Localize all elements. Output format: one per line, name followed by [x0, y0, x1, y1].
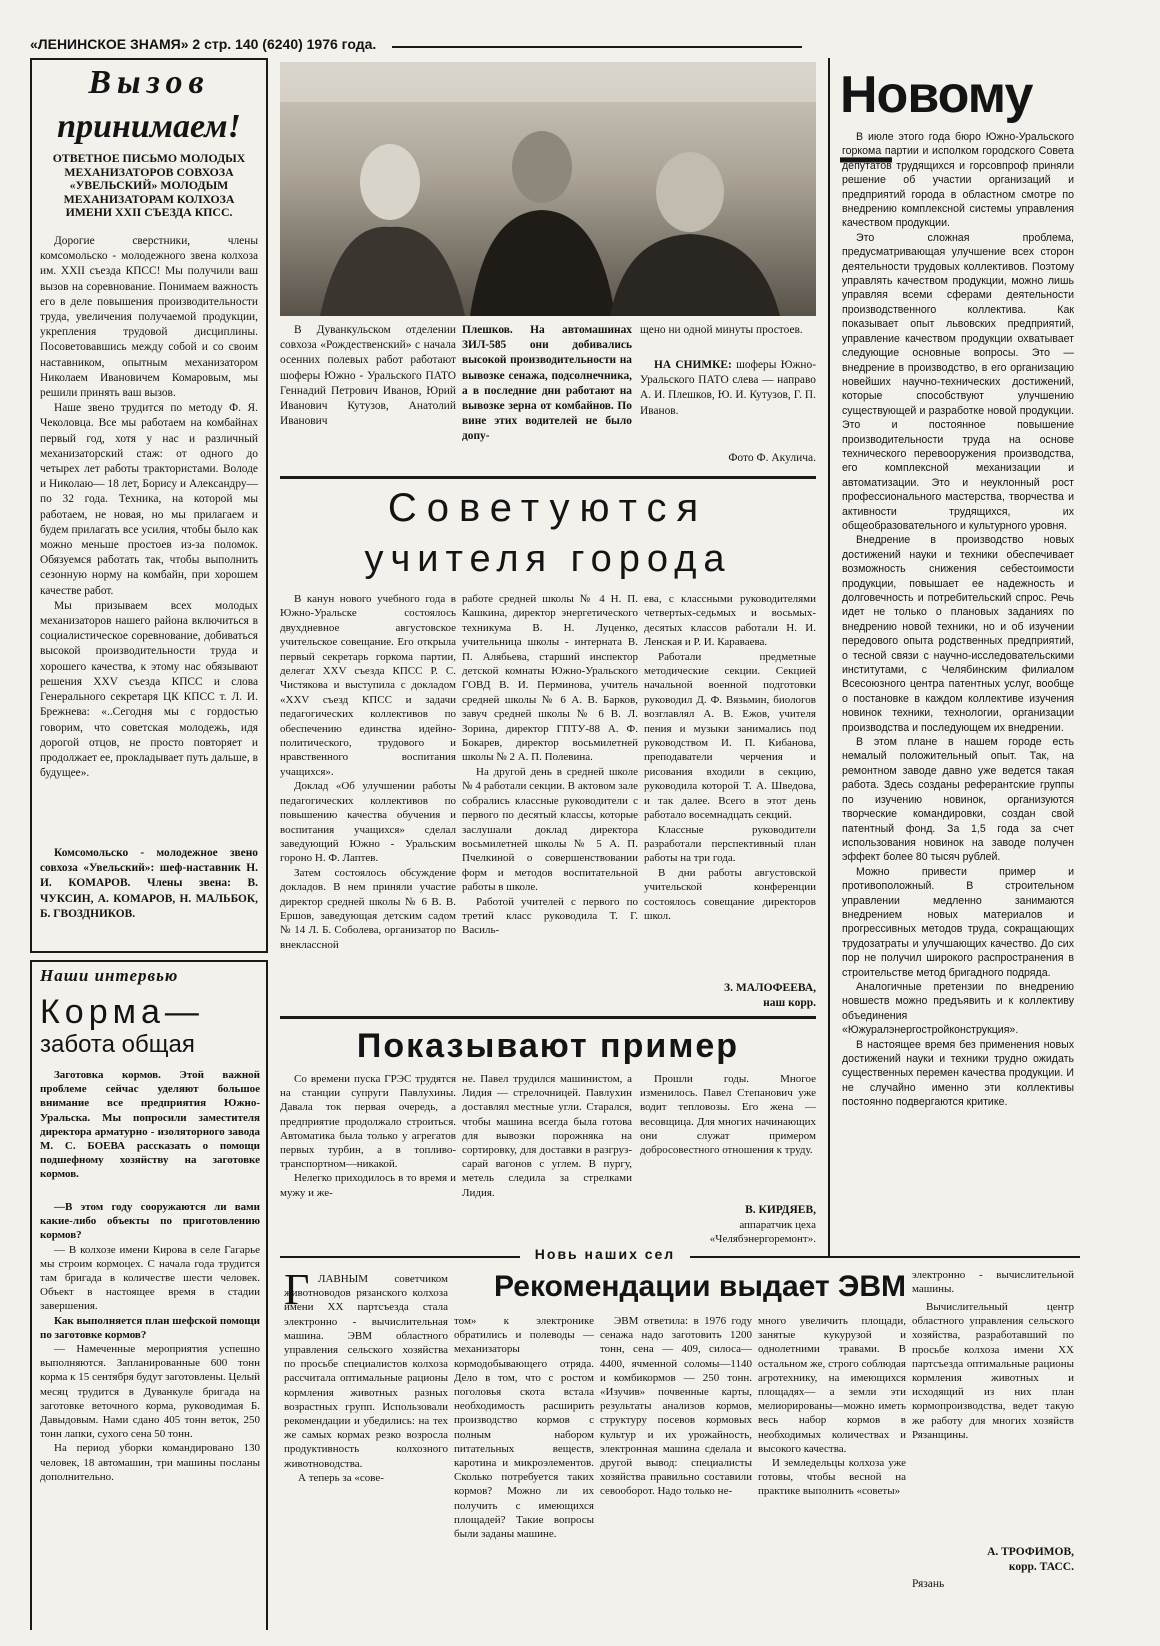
primer-signature-role: аппаратчик цеха «Челябэнергоремонт». — [709, 1219, 816, 1245]
evm-dropcap: Г — [284, 1265, 310, 1314]
novomu-paragraph: Это сложная проблема, предусматривающая улучшение всех сторон деятельности трудовых коллективов. Поэтому управлять качеством продукции, можно лишь управляя всеми сферами деятельности производственного коллектива. Как показывает опыт львовских предприятий, управление качеством продукции охватывает следующие основные вопросы. Это — внедрение в производство, в его организацию новейших научно-технических достижений, которые способствуют улучшению существующей и разработке новой продукции. Это и постоянное повышение производительности труда на основе технического перевооружения производства, его комплексной механизации и автоматизации. Это и неуклонный рост профессионального мастерства, творчества и активности трудящихся, их общеобразовательного и культурного уровня. — [842, 231, 1074, 532]
left-paragraph: Дорогие сверстники, члены комсомольско - молодежного звена колхоза им. XXII съезда КПСС! Мы получили ваш вызов на соревнование. Понимаем важность его в деле повышения производительности труда, увеличения получаемой продукции, укрепления трудовой дисциплины. Посоветовавшись между собой и со своим наставником, опытным механизатором Николаем Ивановичем Комаровым, мы решили принять ваш вызов. — [40, 235, 258, 400]
evm-signature: А. ТРОФИМОВ, — [987, 1546, 1074, 1558]
interview-title-2: забота общая — [40, 1031, 195, 1058]
interview-title-1: Корма— — [40, 993, 204, 1031]
novomu-paragraph: Внедрение в производство новых достижений науки и техники обеспечивает возможность снижения себестоимости продукции, повышает ее надежность и долговечность и потребительский спрос. Речь идет не только о плановых заданиях по внедрению новой техники, но и об изучении передового опыта родственных предприятий, о тесной связи с научно-исследовательскими институтами, с Челябинским филиалом Всесоюзного центра патентных услуг, вообще о постановке в каждом коллективе изучения новинок техники, технологии, организации производства и последующем их внедрении. — [842, 534, 1074, 734]
interview-lead: Заготовка кормов. Этой важной проблеме сейчас уделяют большое внимание все предприятия Южно-Уральска. Мы попросили заместителя директора арматурно - изоляторного завода М. С. БОЕВА рассказать о помощи подшефному хозяйству на заготовке кормов. — [40, 1069, 260, 1181]
interview-body: —В этом году сооружаются ли вами какие-либо объекты по приготовлению кормов? — В колхозе имени Кирова в селе Гагарье мы строим кормоцех. С начала года трудится там бригада в количестве шести человек. Объект в настоящее время в стадии завершения. Как выполняется план шефской помощи по заготовке кормов? — Намеченные мероприятия успешно выполняются. Запланированные 600 тонн корма к 15 сентября будут заготовлены. Целый месяц трудится в Дуванкуле бригада на заготовке веточного корма, руководимая Б. Давыдовым. Нами сдано 405 тонн веток, 250 тонн лапки, сухого сена 50 тонн. На период уборки командировано 130 человек, 18 автомашин, три машины посланы дополнительно. — [40, 1201, 260, 1483]
primer-col-3: Прошли годы. Многое изменилось. Павел Степанович уже водит тепловозы. Его жена — весовщица. Для многих начинающих они служат примером добросовестного отношения к труду. — [640, 1073, 816, 1157]
photo-shoferi — [280, 62, 816, 316]
masthead-rule — [392, 46, 802, 48]
sovet-title-2: учителя города — [364, 538, 732, 580]
primer-title: Показывают пример — [356, 1027, 740, 1065]
sovet-bottom-rule — [280, 1016, 816, 1019]
photo-na-snimke — [640, 358, 816, 448]
evm-col-2: том» к электронике обратились и полеводы — механизаторы кормодобывающего отряда. Дело в том, что с ростом поголовья скота встала необходимость расширить производство кормов с полным набором питательных веществ, каротина и микроэлементов. Сколько потребуется таких кормов? Можно ли их получить с имеющихся площадей? Такие вопросы были заданы машине. — [454, 1315, 594, 1541]
evm-col-5: Вычислительный центр областного управления сельского хозяйства, разработавший по просьбе колхоза имени XX партсъезда оптимальные рационы кормления животных и исходящий из них план кормопроизводства, ведет такую же работу для многих хозяйств Рязанщины. — [912, 1301, 1074, 1441]
sovet-col-3: ева, с классными руководителями четвертых-седьмых и восьмых-десятых классов работали Н. И. Ленская и Р. И. Караваева. Работали предметные методические секции. Секцией начальной военной подготовки руководил Д. Ф. Вязьмин, биологов возглавлял А. В. Ежов, учителя пения и музыки занимались под руководством И. П. Кибанова, преподаватели черчения и рисования входили в секцию, руководила которой Т. А. Шведова, и так далее. Всего в этот день работало восемнадцать секций. Классные руководители разработали перспективный план работы на три года. В дни работы августовской учительской конференции состоялось совещание директоров школ. — [644, 593, 816, 922]
interview-rubric: Наши интервью — [40, 966, 179, 985]
novomu-divider — [828, 58, 830, 1258]
photo-caption-col-1: В Дуванкульском отделении совхоза «Рождественский» с начала осенних полевых работ работают шоферы Южно - Уральского ПАТО Геннадий Петрович Иванов, Юрий Иванович Кутузов, Анатолий Иванович — [280, 324, 456, 428]
primer-signature: В. КИРДЯЕВ, — [745, 1204, 816, 1216]
interview-right-rule — [266, 960, 268, 1630]
masthead: «ЛЕНИНСКОЕ ЗНАМЯ» 2 стр. 140 (6240) 1976 года. — [30, 36, 377, 52]
photo-bottom-rule — [280, 476, 816, 479]
sovet-col-1: В канун нового учебного года в Южно-Уральске состоялось двухдневное августовское учительское совещание. Его открыла первый секретарь горкома партии, делегат XXV съезда КПСС Р. С. Чистякова и выступила с докладом «XXV съезд КПСС и задачи педагогических коллективов по обеспечению единства идейно-политического, трудового и нравственного воспитания учащихся». Доклад «Об улучшении работы педагогических коллективов по повышению качества обучения и воспитания учащихся» сделал заведующий Южно - Уральским гороно Н. Ф. Лаптев. Затем состоялось обсуждение докладов. В нем приняли участие директор средней школы № 6 В. В. Ершов, заведующая детским садом № 14 Л. Б. Соболева, организатор по внеклассной — [280, 593, 456, 951]
interview-left-rule — [30, 960, 32, 1630]
left-body — [40, 234, 258, 844]
evm-title: Рекомендации выдает ЭВМ — [494, 1270, 906, 1303]
evm-rubric: Новь наших сел — [534, 1246, 676, 1262]
novomu-paragraph: В этом плане в нашем городе есть немалый положительный опыт. Так, на ремонтном заводе давно уже ведется такая работа. Здесь созданы реферантские группы по изучению новинок, организуются творческие командировки, создан свой патентный фонд. За 1,5 года за счет использования новинок на заводе получен эффект более 80 тысяч рублей. — [842, 736, 1074, 864]
novomu-paragraph: В настоящее время без применения новых достижений науки и техники трудно ожидать существенных перемен качества продукции. И не случайно именно эти коллективы постоянно подвергаются критике. — [842, 1038, 1074, 1109]
evm-rubric-rule-left — [280, 1256, 520, 1258]
evm-rubric-rule-right — [690, 1256, 1080, 1258]
left-paragraph: Мы призываем всех молодых механизаторов нашего района включиться в социалистическое соревнование, добиваться высокой производительности труда и хорошего качества, к этому нас обязывают решения XXV съезда КПСС и слова Генерального секретаря ЦК КПСС т. Л. И. Брежнева: «..Сегодня мы с гордостью говорим, что советская молодежь, идя дорогой отцов, не просто повторяет и продолжает ее, прокладывает путь дальше, в будущее». — [40, 599, 258, 780]
evm-signature-role: корр. ТАСС. — [1008, 1561, 1074, 1573]
sovet-title-1: Советуются — [387, 486, 709, 530]
novomu-paragraph: Можно привести пример и противоположный. В строительном управлении медленно занимаются внедрением новых материалов и прогрессивных методов труда, сокращающих трудозатраты и улучшающих качество. До сих пор не получил широкого распространения в строительстве метод бригадного подряда. — [842, 865, 1074, 979]
evm-col-4: много увеличить площади, занятые кукурузой и однолетними травами. В остальном же, строго соблюдая агротехнику, на имеющихся площадях— а земли эти мелиорированы—можно иметь весь набор кормов в необходимых количествах и высокого качества. И земледельцы колхоза уже готовы, чтобы весной на практике выполнить «советы» — [758, 1315, 906, 1498]
photo-credit: Фото Ф. Акулича. — [728, 452, 816, 464]
primer-col-1: Со времени пуска ГРЭС трудятся на станции супруги Павлухины. Давала ток первая очередь, а предприятие продолжало строиться. Автоматика была только у агрегатов первых турбин, а в топливо-транспортном—никакой. Нелегко приходилось в то время и мужу и же- — [280, 1073, 456, 1199]
photo-drivers-image — [280, 62, 816, 316]
sovet-signature: З. МАЛОФЕЕВА, — [724, 982, 816, 994]
sovet-signature-role: наш корр. — [763, 997, 816, 1009]
left-subhead: ОТВЕТНОЕ ПИСЬМО МОЛОДЫХ МЕХАНИЗАТОРОВ СОВХОЗА «УВЕЛЬСКИЙ» МОЛОДЫМ МЕХАНИЗАТОРАМ КОЛХОЗА ИМЕНИ XXII СЪЕЗДА КПСС. — [52, 151, 246, 219]
novomu-title: Новому— — [840, 66, 1033, 186]
na-snimke-label: НА СНИМКЕ: — [654, 359, 732, 371]
na-snimke-text: шоферы Южно-Уральского ПАТО слева — направо А. И. Плешков, Ю. И. Кутузов, Г. П. Иванов. — [640, 359, 816, 417]
primer-col-2: не. Павел трудился машинистом, а Лидия — стрелочницей. Павлухин доставлял местные угли. Старался, чтобы машина всегда была готова для вывозки порожняка на сортировку, для доставки в разгруз-сарай вагонов с углем. В пургу, метель следила за стрелками Лидия. — [462, 1073, 632, 1199]
left-title-2: принимаем! — [57, 108, 241, 145]
sovet-col-2: работе средней школы № 4 Н. П. Кашкина, директор энергетического техникума В. Н. Луценко, учительница школы - интерната В. П. Алябьева, старший инспектор детской комнаты Южно-Уральского ГОВД В. И. Перминова, учитель средней школы № 6 А. В. Барков, завуч средней школы № 6 В. Л. Зорина, директор ГПТУ-88 А. Ф. Бокарев, директор восьмилетней школы № 2 А. П. Полевина. На другой день в средней школе № 4 работали секции. В актовом зале собрались классные руководители с первого по десятый классы, которые заслушали доклад директора восьмилетней школы № 5 А. П. Пчелкиной о совершенствовании форм и методов воспитательной работы в школе. Работой учителей с первого по третий класс руководила Т. Г. Василь- — [462, 593, 638, 937]
evm-col-3: ЭВМ ответила: в 1976 году сенажа надо заготовить 1200 тонн, сена — 409, силоса—4400, ячменной соломы—1140 и комбикормов — 250 тонн. «Изучив» почвенные карты, результаты анализов кормов, структуру посевов кормовых культур и их урожайность, электронная машина сделала и другой вывод: специалисты хозяйства правильно составили севооборот. Надо только не- — [600, 1315, 752, 1498]
photo-caption-col-2: Плешков. На автомашинах ЗИЛ-585 они добивались высокой производительности на вывозке сенажа, подсолнечника, а в последние дни работают на вывозке зерна от комбайнов. По вине этих водителей не было допу- — [462, 324, 632, 443]
left-title-1: Вызов — [88, 64, 210, 101]
novomu-body — [842, 130, 1074, 1250]
evm-col-1: ЛАВНЫМ советчиком животноводов рязанского колхоза имени XX партсъезда стала электронно - вычислительная машина. ЭВМ областного управления сельского хозяйства по просьбе специалистов колхоза рассчитала оптимальные рационы кормления животных разных возрастных групп. Использовали рекомендации и убедились: на тех же самых кормах резко возросла продуктивность колхозного животноводства. А теперь за «сове- — [284, 1273, 448, 1484]
interview-top-rule — [30, 960, 268, 962]
left-signature: Комсомольско - молодежное звено совхоза «Увельский»: шеф-наставник Н. И. КОМАРОВ. Члены звена: В. ЧУКСИН, А. КОМАРОВ, Н. МАЛЬБОК, Б. ГВОЗДНИКОВ. — [40, 847, 258, 920]
evm-col-5-top: электронно - вычислительной машины. — [912, 1269, 1074, 1296]
evm-place: Рязань — [912, 1578, 945, 1590]
left-paragraph: Наше звено трудится по методу Ф. Я. Чеколовца. Все мы работаем на комбайнах первый год, хотя у нас и различный механизаторский стаж: от одного до четырех лет работы трактористами. Володе и Николаю— 18 лет, Борису и Александру— по 32 года. Техника, на которой мы работаем, не новая, но мы прилагаем и будем прилагать все усилия, чтобы было как можно меньше простоев из-за поломок. Обязуемся работать так, чтобы выполнить сезонную норму на комбайн, при хорошем качестве работ. — [40, 402, 258, 597]
novomu-paragraph: Аналогичные претензии по внедрению новшеств можно предъявить и к коллективу объединения «Южуралэнергостройконструкция». — [842, 980, 1074, 1037]
photo-caption-col-3: щено ни одной минуты простоев. — [640, 324, 803, 336]
novomu-paragraph: В июле этого года бюро Южно-Уральского горкома партии и исполком городского Совета депутатов трудящихся и горсовпроф приняли решение об участии организаций и предприятий города в областном смотре по внедрению комплексной системы управления качеством продукции. — [842, 131, 1074, 230]
